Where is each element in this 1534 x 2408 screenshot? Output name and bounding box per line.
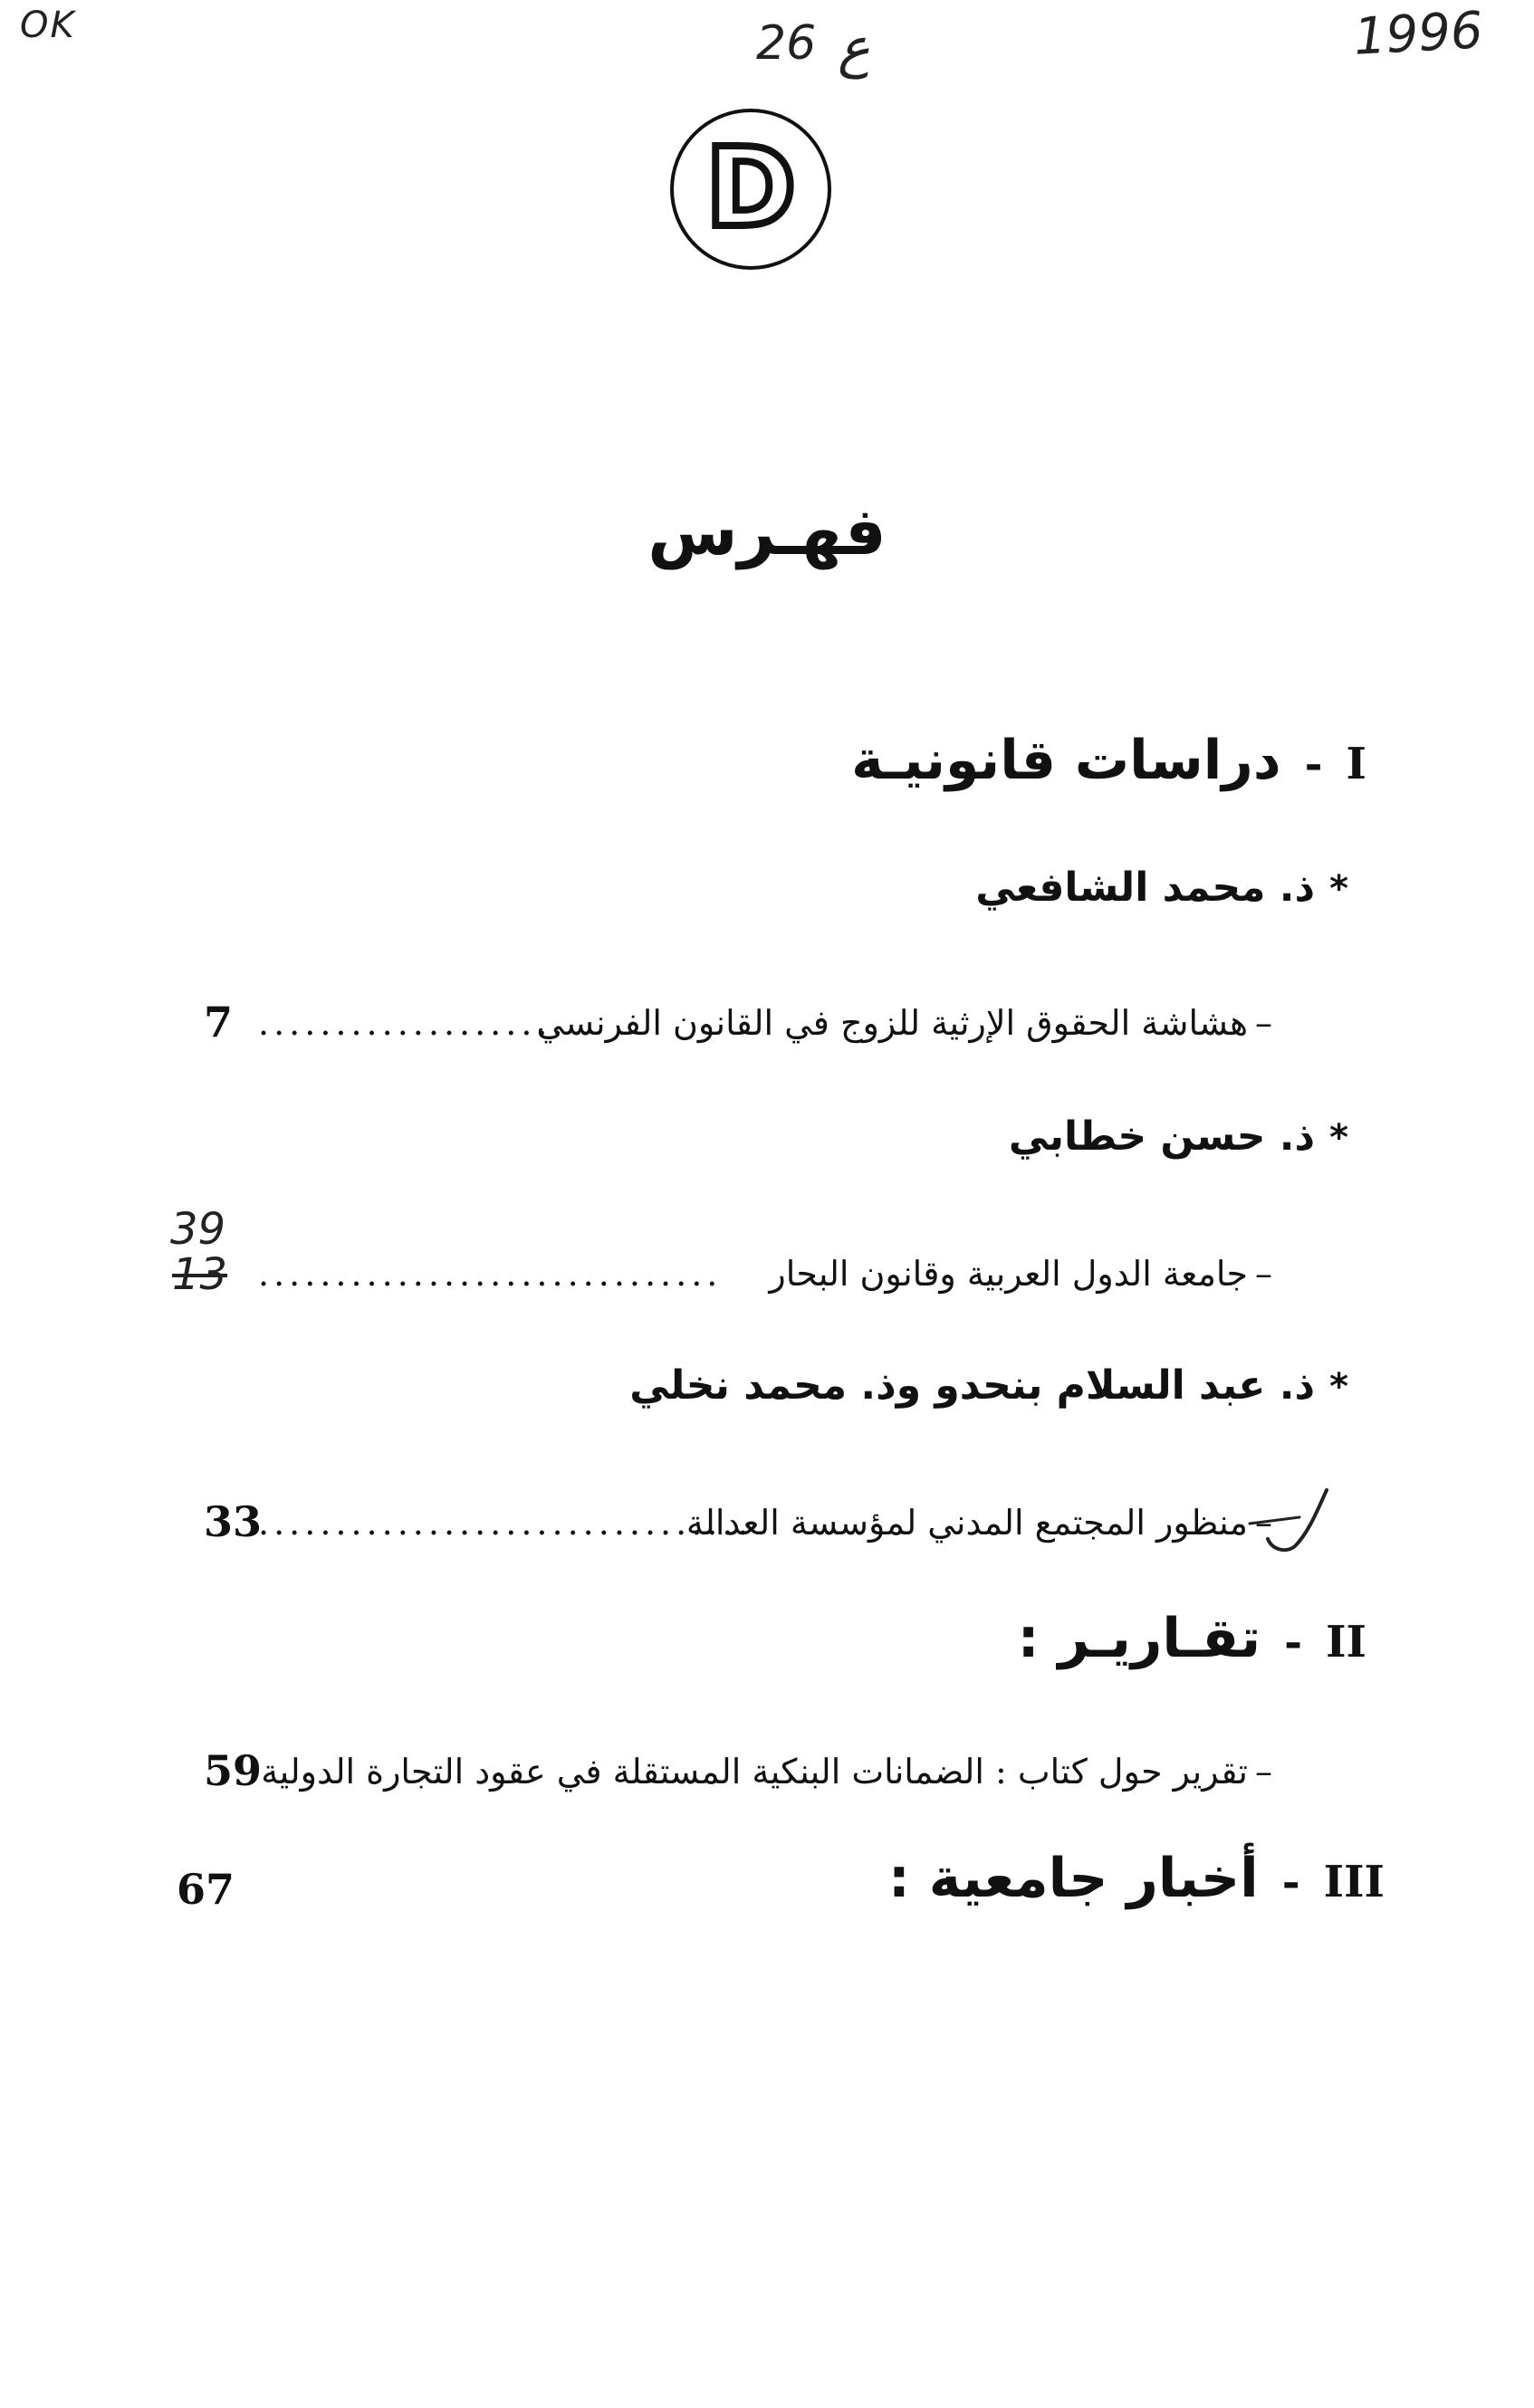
crossed-out-page-number: 13 — [172, 1249, 228, 1300]
entry-title: جامعة الدول العربية وقانون البحار — [769, 1254, 1248, 1294]
circular-stamp — [670, 109, 831, 270]
page-number: 59 — [204, 1746, 263, 1795]
handwritten-letter-note: ع — [838, 16, 870, 80]
section-title: تقـاريـر : — [1017, 1607, 1261, 1670]
handwritten-check-mark-icon — [1245, 1483, 1331, 1555]
section-heading-1 — [851, 729, 1366, 792]
toc-entry-4 — [204, 1746, 1272, 1806]
handwritten-year-note: 1996 — [1352, 1, 1485, 67]
section-dash: - — [1281, 1857, 1300, 1907]
entry-dash: – — [1255, 1003, 1272, 1043]
section-heading-2 — [1018, 1607, 1366, 1670]
entry-text-line — [536, 1003, 1272, 1043]
entry-text-line — [686, 1503, 1272, 1543]
stamp-letter: D — [705, 126, 796, 252]
section-title: دراسات قانونيـة — [851, 729, 1281, 792]
section-dash: - — [1284, 1617, 1303, 1667]
asterisk-bullet: * — [1329, 1366, 1348, 1408]
author-name: ذ. محمد الشافعي — [975, 865, 1316, 911]
entry-title: منظور المجتمع المدني لمؤسسة العدالة — [686, 1503, 1248, 1543]
entry-dash: – — [1255, 1254, 1272, 1294]
entry-text-line — [769, 1254, 1272, 1294]
author-heading-3 — [629, 1362, 1348, 1409]
section-numeral: III — [1323, 1857, 1385, 1907]
section-title: أخبار جامعية : — [887, 1847, 1259, 1910]
author-heading-2 — [1009, 1113, 1348, 1160]
section-dash: - — [1304, 739, 1323, 789]
handwritten-ok-note: OK — [20, 5, 76, 46]
toc-entry-3 — [204, 1497, 1272, 1557]
entry-text-line — [261, 1752, 1272, 1792]
dot-leader: .................... — [258, 1003, 568, 1043]
author-heading-1 — [975, 865, 1348, 911]
toc-entry-1 — [204, 998, 1272, 1057]
section-numeral: I — [1346, 739, 1366, 789]
entry-title: تقرير حول كتاب : الضمانات البنكية المستقلة في عقود التجارة الدولية — [261, 1752, 1248, 1792]
entry-title: هشاشة الحقوق الإرثية للزوج في القانون الفرنسي — [536, 1003, 1248, 1043]
section-numeral: II — [1326, 1617, 1366, 1667]
page-number: 7 — [204, 998, 234, 1046]
toc-entry-2 — [204, 1254, 1272, 1308]
asterisk-bullet: * — [1329, 868, 1348, 910]
author-name: ذ. حسن خطابي — [1008, 1113, 1316, 1160]
page-number: 67 — [177, 1865, 235, 1914]
asterisk-bullet: * — [1329, 1117, 1348, 1159]
entry-dash: – — [1255, 1503, 1272, 1543]
dot-leader: .............................. — [258, 1254, 723, 1294]
entry-dash: – — [1255, 1752, 1272, 1792]
page-title: فهـرس — [647, 493, 887, 569]
handwritten-page-number: 39 — [170, 1204, 226, 1255]
dot-leader: ................................ — [258, 1503, 753, 1543]
handwritten-number-note: 26 — [756, 16, 817, 71]
page-number: 33 — [204, 1497, 263, 1546]
section-heading-3 — [888, 1847, 1385, 1910]
author-name: ذ. عبد السلام بنحدو وذ. محمد نخلي — [629, 1362, 1316, 1409]
